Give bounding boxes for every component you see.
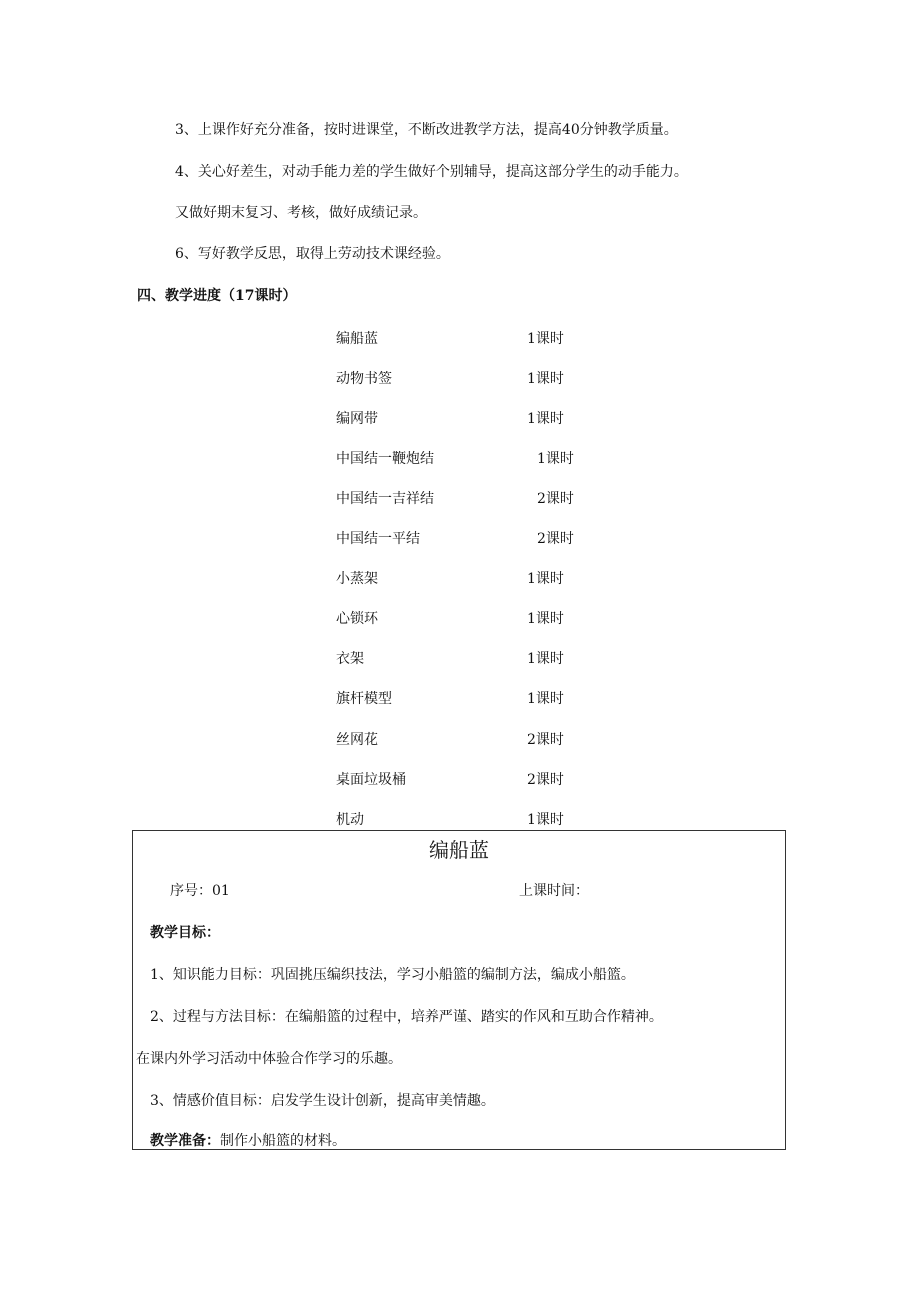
schedule-lesson-hours: 1课时 bbox=[527, 571, 564, 587]
objective-knowledge: 1、知识能力目标：巩固挑压编织技法，学习小船篮的编制方法，编成小船篮。 bbox=[150, 967, 635, 983]
schedule-row bbox=[0, 529, 920, 549]
schedule-lesson-name: 丝网花 bbox=[336, 732, 378, 748]
lesson-plan-box bbox=[132, 830, 786, 1150]
schedule-lesson-hours: 2课时 bbox=[527, 772, 564, 788]
schedule-lesson-name: 动物书签 bbox=[336, 371, 392, 387]
intro-item-4: 4、关心好差生，对动手能力差的学生做好个别辅导，提高这部分学生的动手能力。 bbox=[175, 164, 688, 180]
schedule-row bbox=[0, 730, 920, 750]
schedule-lesson-hours: 1课时 bbox=[527, 331, 564, 347]
schedule-lesson-hours: 1课时 bbox=[527, 812, 564, 828]
lesson-title: 编船蓝 bbox=[429, 838, 489, 862]
schedule-lesson-name: 编网带 bbox=[336, 411, 378, 427]
schedule-lesson-name: 中国结一吉祥结 bbox=[336, 491, 434, 507]
schedule-lesson-name: 编船蓝 bbox=[336, 331, 378, 347]
schedule-lesson-hours: 1课时 bbox=[527, 371, 564, 387]
schedule-row bbox=[0, 770, 920, 790]
schedule-lesson-name: 衣架 bbox=[336, 651, 364, 667]
schedule-lesson-hours: 1课时 bbox=[527, 651, 564, 667]
objective-process: 2、过程与方法目标：在编船篮的过程中，培养严谨、踏实的作风和互助合作精神。 bbox=[150, 1009, 663, 1025]
schedule-row bbox=[0, 569, 920, 589]
schedule-row bbox=[0, 369, 920, 389]
prep-text: 制作小船篮的材料。 bbox=[220, 1133, 346, 1149]
schedule-row bbox=[0, 449, 920, 469]
schedule-lesson-name: 中国结一鞭炮结 bbox=[336, 451, 434, 467]
objective-process-continued: 在课内外学习活动中体验合作学习的乐趣。 bbox=[136, 1051, 402, 1067]
schedule-lesson-hours: 1课时 bbox=[527, 611, 564, 627]
schedule-row bbox=[0, 329, 920, 349]
schedule-row bbox=[0, 649, 920, 669]
schedule-row bbox=[0, 489, 920, 509]
objectives-label: 教学目标： bbox=[150, 925, 220, 941]
schedule-lesson-name: 小蒸架 bbox=[336, 571, 378, 587]
lesson-class-time: 上课时间： bbox=[519, 883, 589, 899]
intro-item-3: 3、上课作好充分准备，按时进课堂，不断改进教学方法，提高40分钟教学质量。 bbox=[175, 122, 678, 138]
schedule-row bbox=[0, 689, 920, 709]
prep-line bbox=[150, 1131, 346, 1151]
section-heading: 四、教学进度（17课时） bbox=[137, 288, 297, 304]
schedule-lesson-name: 旗杆模型 bbox=[336, 691, 392, 707]
prep-label: 教学准备： bbox=[150, 1133, 220, 1149]
schedule-row bbox=[0, 810, 920, 830]
schedule-lesson-hours: 2课时 bbox=[537, 491, 574, 507]
objective-emotion: 3、情感价值目标：启发学生设计创新，提高审美情趣。 bbox=[150, 1093, 495, 1109]
schedule-lesson-hours: 1课时 bbox=[527, 411, 564, 427]
schedule-row bbox=[0, 609, 920, 629]
intro-item-5: 又做好期末复习、考核，做好成绩记录。 bbox=[175, 205, 427, 221]
schedule-lesson-hours: 1课时 bbox=[537, 451, 574, 467]
schedule-lesson-name: 桌面垃圾桶 bbox=[336, 772, 406, 788]
schedule-lesson-name: 机动 bbox=[336, 812, 364, 828]
intro-item-6: 6、写好教学反思，取得上劳动技术课经验。 bbox=[175, 246, 450, 262]
schedule-lesson-name: 中国结一平结 bbox=[336, 531, 420, 547]
schedule-lesson-hours: 2课时 bbox=[527, 732, 564, 748]
schedule-lesson-name: 心锁环 bbox=[336, 611, 378, 627]
schedule-lesson-hours: 2课时 bbox=[537, 531, 574, 547]
lesson-serial: 序号：01 bbox=[170, 883, 230, 899]
schedule-row bbox=[0, 409, 920, 429]
schedule-lesson-hours: 1课时 bbox=[527, 691, 564, 707]
